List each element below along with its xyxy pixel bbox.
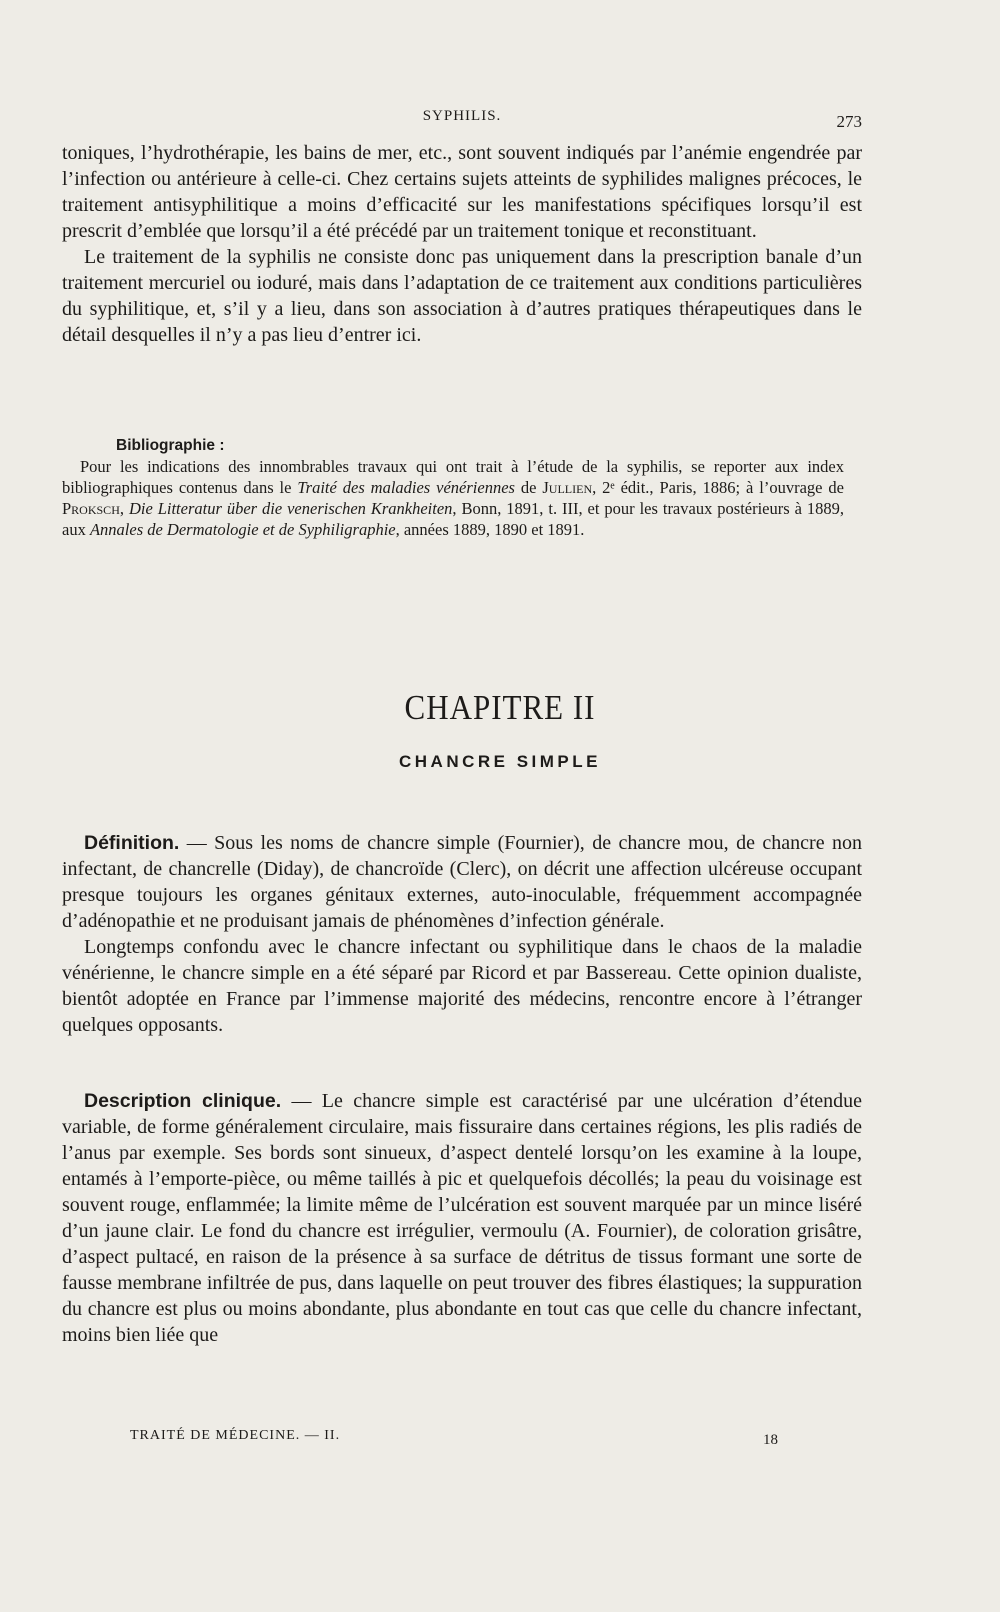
body-text-description [62, 1088, 862, 1348]
bibliography-block [62, 456, 844, 540]
footer-book-title: TRAITÉ DE MÉDECINE. — II. [130, 1428, 341, 1443]
paragraph-longtemps: Longtemps confondu avec le chancre infectant ou syphilitique dans le chaos de la maladie vénérienne, le chancre simple en a été séparé par Ricord et par Bassereau. Cette opinion dualiste, bientôt adoptée en France par l’immense majorité des médecins, rencontre encore à l’étranger quelques opposants. [62, 936, 862, 1036]
paragraph-toniques: toniques, l’hydrothérapie, les bains de mer, etc., sont souvent indiqués par l’anémie engendrée par l’infection ou antérieure à celle-ci. Chez certains sujets atteints de syphilides malignes précoces, le traitement antisyphilitique a moins d’efficacité sur les manifestations spécifiques lorsqu’il est prescrit d’emblée que lorsqu’il a été précédé par un traitement tonique et reconstituant. [62, 142, 862, 242]
paragraph-description: Description clinique. — Le chancre simple est caractérisé par une ulcération d’étendue variable, de forme généralement circulaire, mais fissuraire dans certaines régions, les plis radiés de l’anus par exemple. Ses bords sont sinueux, d’aspect dentelé lorsqu’on les examine à la loupe, entamés à l’emporte-pièce, ou même taillés à pic et quelquefois décollés; la peau du voisinage est souvent rouge, enflammée; la limite même de l’ulcération est souvent marquée par un mince liséré d’un jaune clair. Le fond du chancre est irrégulier, vermoulu (A. Fournier), de coloration grisâtre, d’aspect pultacé, en raison de la présence à sa surface de détritus de tissus formant une sorte de fausse membrane infiltrée de pus, dans laquelle on peut trouver des fibres élastiques; la suppuration du chancre est plus ou moins abondante, plus abondante en tout cas que celle du chancre infectant, moins bien liée que [62, 1090, 862, 1346]
bibliography-text: Pour les indications des innombrables travaux qui ont trait à l’étude de la syphilis, se reporter aux index bibliographiques contenus dans le Traité des maladies vénériennes de Jullien, 2ᵉ édit., Paris, 1886; à l’ouvrage de Proksch, Die Litteratur über die venerischen Krankheiten, Bonn, 1891, t. III, et pour les travaux postérieurs à 1889, aux Annales de Dermatologie et de Syphiligraphie, années 1889, 1890 et 1891. [62, 457, 845, 539]
paragraph-traitement: Le traitement de la syphilis ne consiste donc pas uniquement dans la prescription banale d’un traitement mercuriel ou ioduré, mais dans l’adaptation de ce traitement aux conditions particulières du syphilitique, et, s’il y a lieu, dans son association à d’autres pratiques thérapeutiques dans le détail desquelles il n’y a pas lieu d’entrer ici. [62, 246, 862, 346]
body-text-definition [62, 830, 862, 1038]
bibliography-title: Bibliographie : [116, 437, 225, 454]
running-title: SYPHILIS. [422, 108, 502, 124]
running-head [62, 108, 862, 134]
footer-signature-mark: 18 [763, 1432, 778, 1448]
chapter-title: CHAPITRE II [404, 687, 596, 728]
body-text-top [62, 140, 862, 348]
description-heading: Description clinique. [84, 1090, 282, 1112]
page-number: 273 [836, 112, 862, 131]
paragraph-definition: Définition. — Sous les noms de chancre simple (Fournier), de chancre mou, de chancre non infectant, de chancrelle (Diday), de chancroïde (Clerc), on décrit une affection ulcéreuse occupant presque toujours les organes génitaux externes, auto-inoculable, fréquemment accompagnée d’adénopathie et ne produisant jamais de phénomènes d’infection générale. [62, 832, 862, 932]
chapter-subtitle: CHANCRE SIMPLE [398, 752, 601, 771]
definition-heading: Définition. [84, 832, 180, 854]
